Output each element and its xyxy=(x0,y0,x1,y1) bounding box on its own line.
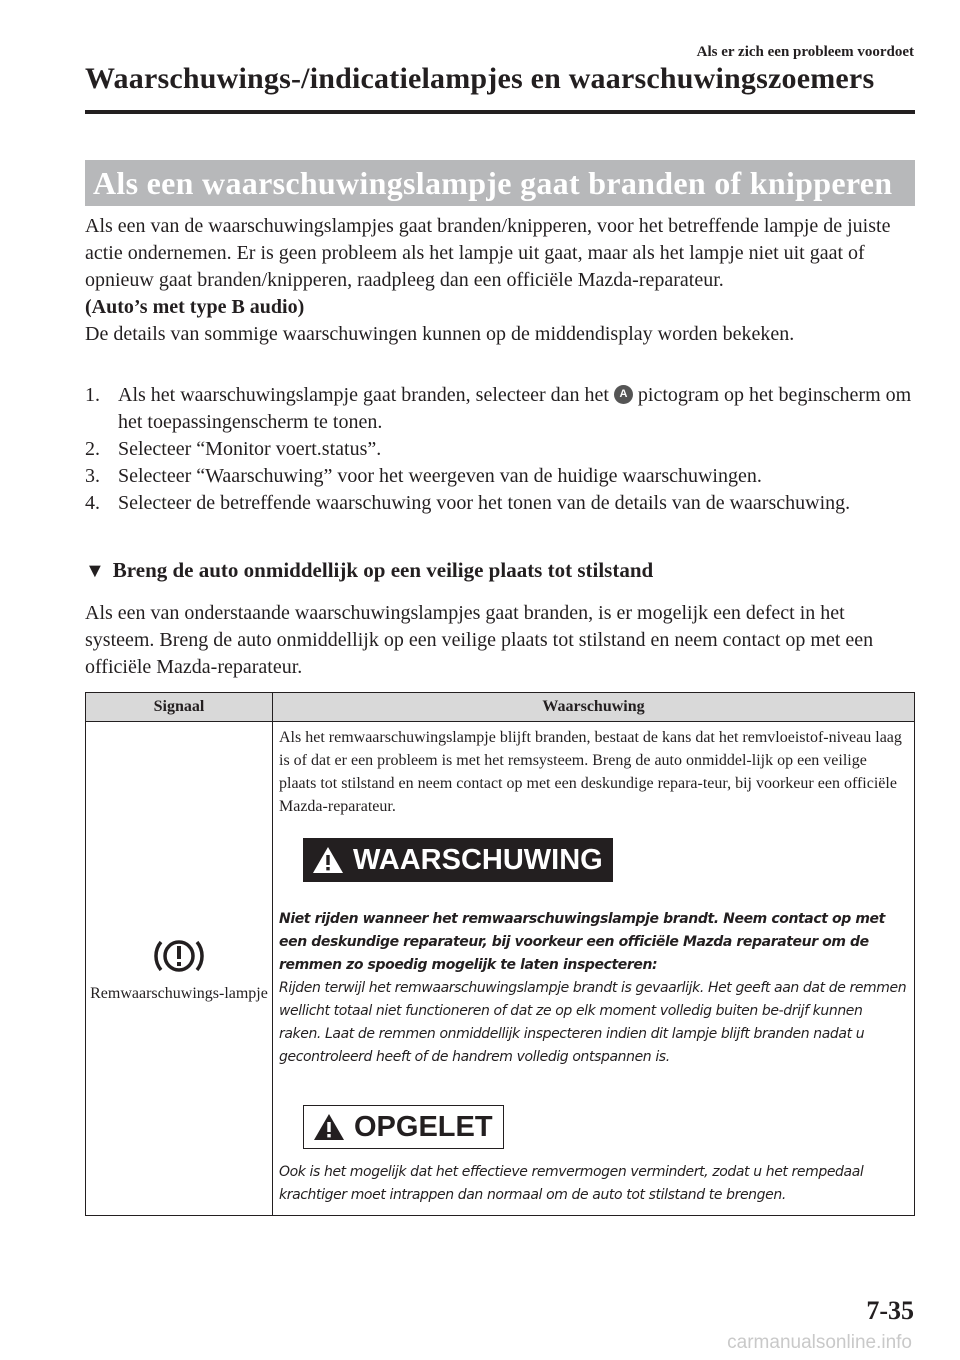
warning-description: Als het remwaarschuwingslampje blijft branden, bestaat de kans dat het remvloeistof-niveau laag is of dat er een probleem is met het remsysteem. Breng de auto onmiddel-lijk op een veilige plaats tot stilstand en neem contact op met een deskundige repara-teur, bij voorkeur een officiële Mazda-reparateur. xyxy=(279,729,902,815)
subsection-heading: ▼ Breng de auto onmiddellijk op een veilige plaats tot stilstand xyxy=(85,558,654,582)
page-number: 7-35 xyxy=(866,1296,914,1325)
brake-warning-icon xyxy=(151,934,207,978)
warning-notice-bold: Niet rijden wanneer het remwaarschuwingslampje brandt. Neem contact op met een deskundige reparateur, bij voorkeur een officiële Mazda reparateur om de remmen zo spoedig mogelijk te laten inspecteren: xyxy=(279,911,885,973)
header-rule xyxy=(85,110,915,114)
warning-cell xyxy=(273,722,915,1216)
section-title: Als een waarschuwingslampje gaat branden of knipperen xyxy=(93,165,893,201)
warning-badge: WAARSCHUWING xyxy=(303,838,613,882)
list-item: 3. Selecteer “Waarschuwing” voor het weergeven van de huidige waarschuwingen. xyxy=(85,465,762,487)
list-item: 2. Selecteer “Monitor voert.status”. xyxy=(85,438,382,460)
warning-notice-text: Rijden terwijl het remwaarschuwingslampje brandt is gevaarlijk. Het geeft aan dat de remmen wellicht totaal niet functioneren of dat ze op elk moment volledig buiten be-drijf kunnen raken. Laat de remmen onmiddellijk inspecteren indien dit lampje blijft branden nadat u gecontroleerd heeft of de handrem volledig ontspannen is. xyxy=(279,980,907,1065)
table-header-row xyxy=(86,693,915,722)
caution-block xyxy=(279,1105,908,1207)
triangle-marker-icon: ▼ xyxy=(85,560,105,582)
steps-list xyxy=(85,382,915,517)
apps-icon: A xyxy=(614,385,633,404)
column-header-warning: Waarschuwing xyxy=(273,693,915,722)
intro-block xyxy=(85,213,915,348)
list-item: 4. Selecteer de betreffende waarschuwing voor het tonen van de details van de waarschuwing. xyxy=(85,492,851,514)
column-header-signal: Signaal xyxy=(86,693,273,722)
warning-triangle-icon xyxy=(311,845,345,875)
chapter-label: Als er zich een probleem voordoet xyxy=(696,44,914,60)
intro-paragraph: Als een van de waarschuwingslampjes gaat branden/knipperen, voor het betreffende lampje de juiste actie ondernemen. Er is geen probleem als het lampje uit gaat, maar als het lampje niet uit gaat of opnieuw gaat branden/knipperen, raadpleeg dan een officiële Mazda-reparateur. xyxy=(85,215,891,291)
warning-table xyxy=(85,692,915,1216)
caution-badge: OPGELET xyxy=(303,1105,504,1149)
caution-notice-text: Ook is het mogelijk dat het effectieve remvermogen vermindert, zodat u het rempedaal krachtiger moet intrappen dan normaal om de auto tot stilstand te brengen. xyxy=(279,1164,864,1203)
running-title: Waarschuwings-/indicatielampjes en waarschuwingszoemers xyxy=(85,62,875,95)
caution-triangle-icon xyxy=(312,1112,346,1142)
table-row xyxy=(86,722,915,1216)
watermark: carmanualsonline.info xyxy=(727,1332,912,1353)
section-heading-bar xyxy=(85,160,915,206)
warning-notice xyxy=(279,908,908,1069)
signal-label: Remwaarschuwings-lampje xyxy=(90,984,268,1002)
list-item: 1. Als het waarschuwingslampje gaat branden, selecteer dan het A pictogram op het beginscherm om het toepassingenscherm te tonen. xyxy=(85,384,912,433)
subsection-paragraph: Als een van onderstaande waarschuwingslampjes gaat branden, is er mogelijk een defect in het systeem. Breng de auto onmiddellijk op een veilige plaats tot stilstand en neem contact op met een officiële Mazda-reparateur. xyxy=(85,602,874,678)
audio-note: (Auto’s met type B audio) xyxy=(85,296,305,318)
signal-cell xyxy=(86,722,273,1216)
intro-paragraph-2: De details van sommige waarschuwingen kunnen op de middendisplay worden bekeken. xyxy=(85,323,795,345)
